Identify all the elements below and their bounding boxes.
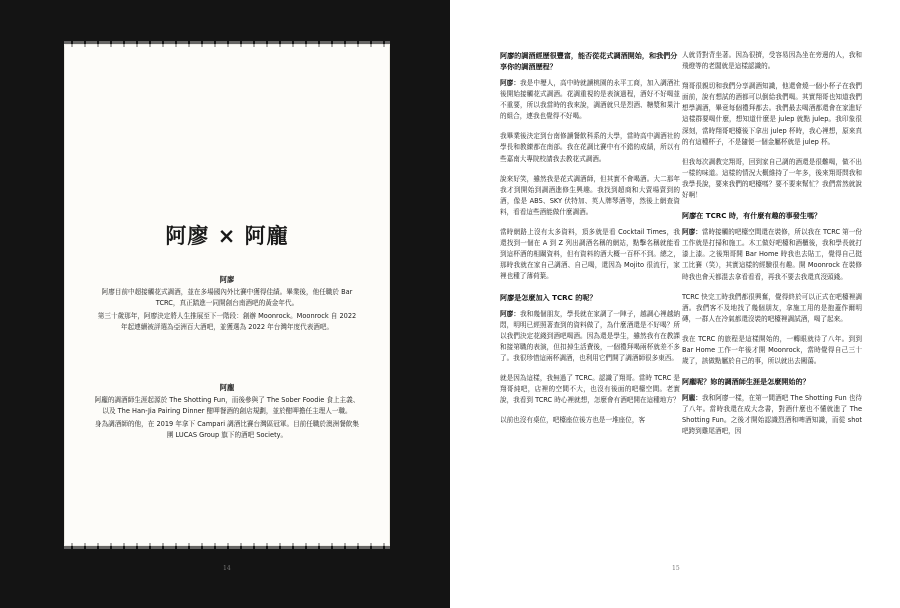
interview-question: 阿廖在 TCRC 時，有什麼有趣的事發生嗎？: [682, 211, 822, 221]
bio-pang-paragraph-2: 身為調酒師的他，在 2019 年拿下 Campari 調酒比賽台灣區冠軍。目前任職於澳洲餐飲集團 LUCAS Group 旗下的酒吧 Society。: [95, 420, 359, 439]
interview-paragraph: 但我每次調教完翔哥，回到家自己調的酒還是很難喝，做不出一樣的味道。這樣的情況大概維持了一年多，後來翔哥問我和我學長說，要來我們的吧檯嗎？要不要來幫忙？我們當然就說好啊！: [682, 157, 862, 200]
bio-pang-paragraph-1: 阿龐的調酒師生涯起源於 The Shotting Fun，而後參與了 The Sober Foodie 食上主義、以及 The Han-Jia Pairing Dinner 酣呷餐酒的創店規劃，並於酣呷擔任主理人一職。: [94, 396, 360, 415]
profile-card: [64, 44, 390, 546]
speaker-label: 阿龐：: [682, 394, 702, 403]
interview-paragraph: TCRC 快完工時我們都很興奮，覺得終於可以正式在吧檯裡調酒。我們客不及地找了幾個朋友，拿施工用的是抱蓋作爾明磚，一群人在冷氣都還沒裝的吧檯裡調試酒，喝了起來。: [682, 292, 862, 323]
interview-paragraph: 以前也沒有桌位，吧檯座位後方也是一堆座位，客: [500, 416, 646, 425]
interview-answer: 阿廖：我是中壢人，高中時就讀桃園的永平工商，加入調酒社後開始接觸花式調酒。花調重視的是表演過程，酒好不好喝並不重要，所以我當時的我來說，調酒就只是烈酒、糖漿和果汁的組合，連我也覺得不好喝。: [500, 79, 681, 121]
interview-paragraph: 說來好笑，雖然我是花式調酒師，但其實不會喝酒。大二那年我才到開始到調酒進修生興趣。我找到超商和大賣場賣到的酒，像是 ABS、SKY 伏特加、英人牌琴酒等，然後上網查資料，看看這些酒能做什麼調酒。: [500, 174, 680, 216]
text-column-2: [682, 50, 862, 447]
interview-question: 阿廖是怎麼加入 TCRC 的呢？: [500, 292, 597, 302]
interview-answer: 阿廖：當時接觸的吧檯空間還在裝修，所以我在 TCRC 第一份工作就是打掃和施工。木工做好吧檯和酒櫃後，我和學長就打漆上漆。之後翔哥開 Bar Home 時我也去貼工，覺得自己挺工比賽（笑），其實這樣的經驗很有趣。開 Moonrock 在裝修時我也會天都混去拿看看看，再我不要去我還真沒頭錢。: [682, 228, 863, 281]
text-column-1: [500, 50, 680, 435]
page-number-left: 14: [223, 565, 231, 572]
interview-paragraph: 就是因為這樣，我無過了 TCRC。認識了翔哥。當時 TCRC 是翔哥純吧，店裡的空間不大，也沒有後面的吧檯空間。老實說，我看到 TCRC 時心裡就想，怎麼會有酒吧開在這種地方？: [500, 373, 680, 405]
interview-question: 阿龐呢？妳的調酒師生涯是怎麼開始的？: [682, 377, 810, 387]
interview-paragraph: 我在 TCRC 的旅程是這樣開始的，一轉眼就待了八年。到到 Bar Home 工作一年後才開 Moonrock，當時覺得自己三十歲了，該做點屬於自己的事，所以就出去闖蕩。: [682, 334, 862, 366]
bio-liao-paragraph-2: 第三十歲那年，阿廖決定將人生推展至下一階段：創辦 Moonrock。Moonrock 自 2022 年起連續被評選為亞洲百大酒吧，並獲選為 2022 年台灣年度代表酒吧。: [97, 312, 357, 331]
interview-answer: 阿龐：我和阿廖一樣，在第一間酒吧 The Shotting Fun 也待了八年。當時我還在成大念書，對酒什麼也不懂就進了 The Shotting Fun。之後才開始認識烈酒和啤酒知識，而從 shot 吧跨到雞尾酒吧，因: [682, 394, 863, 436]
bio-pang-heading: 阿龐: [219, 383, 235, 392]
right-page: [450, 0, 900, 608]
interview-paragraph: 人就背對背坐著。因為很擠，受容易因為坐在旁邊的人，我和飛燈等的老闆就是這樣認識的。: [682, 51, 862, 71]
interview-paragraph: 當時網路上沒有太多資料，頂多就是看 Cocktail Times，我還找到一個在 A 到 Z 列出調酒名稱的網站，點擊名稱就能看到這杯酒的相關資料，但有資料的酒大概一百杯不到。總之，那時我就在家自己調酒、自己喝，還因為 Mojito 很流行，家裡也種了薄荷葉。: [500, 228, 680, 281]
page-number-right: 15: [672, 565, 680, 572]
interview-question: 阿廖的調酒經歷很豐富，能否從花式調酒開始，和我們分享你的調酒歷程？: [500, 51, 678, 71]
bio-pang: [94, 382, 360, 443]
bio-liao: [94, 274, 360, 335]
interview-paragraph: 翔哥很親切和我們分享調酒知識，他還會燒一個小杯子在我們面前，說有想試的酒都可以倒給我們喝。其實翔哥也知道我們想學調酒，畢竟每個禮拜都去。我們最去喝酒都還會在家進好這樣群要喝什麼，想知道什麼是 julep 就點 julep。我印象很深刻，當時翔哥吧檯後下拿出 julep 杯時，我心裡想，原來真的有這種杯子，不是隨便一個金屬杯就是 julep 杯。: [682, 82, 862, 146]
speaker-label: 阿廖：: [500, 79, 521, 87]
torn-edge-bottom: [64, 543, 390, 549]
speaker-label: 阿廖：: [682, 228, 702, 237]
torn-edge-top: [64, 41, 390, 47]
interview-paragraph: 我畢業後決定到台南修讀餐飲科系的大學，當時高中調酒社的學長和教練都在南部。我在花調比賽中有不錯的成績，所以有些嘉南大專院校請我去教花式調酒。: [500, 132, 680, 163]
interview-answer: 阿廖：我和幾個朋友，學長就在家調了一陣子，越調心裡越納悶，明明已經照著查到的資料做了，為什麼酒還是不好喝？所以我們決定花錢到酒吧喝酒。因為還是學生，雖然我有在教課和接第職的表演，但扣掉生活費後，一個禮拜喝兩杯就差不多了。我很珍惜這兩杯調酒，也利用它們開了調酒師很多東西。: [500, 309, 681, 362]
bio-liao-heading: 阿廖: [219, 275, 235, 284]
speaker-label: 阿廖：: [500, 309, 521, 318]
page-title: 阿廖 × 阿龐: [165, 224, 289, 248]
bio-liao-paragraph-1: 阿廖目前中超接觸花式調酒，並在多場國內外比賽中獲得佳績。畢業後，他任職於 Bar TCRC，真正踏進一同開創台南酒吧的黃金年代。: [101, 288, 353, 307]
